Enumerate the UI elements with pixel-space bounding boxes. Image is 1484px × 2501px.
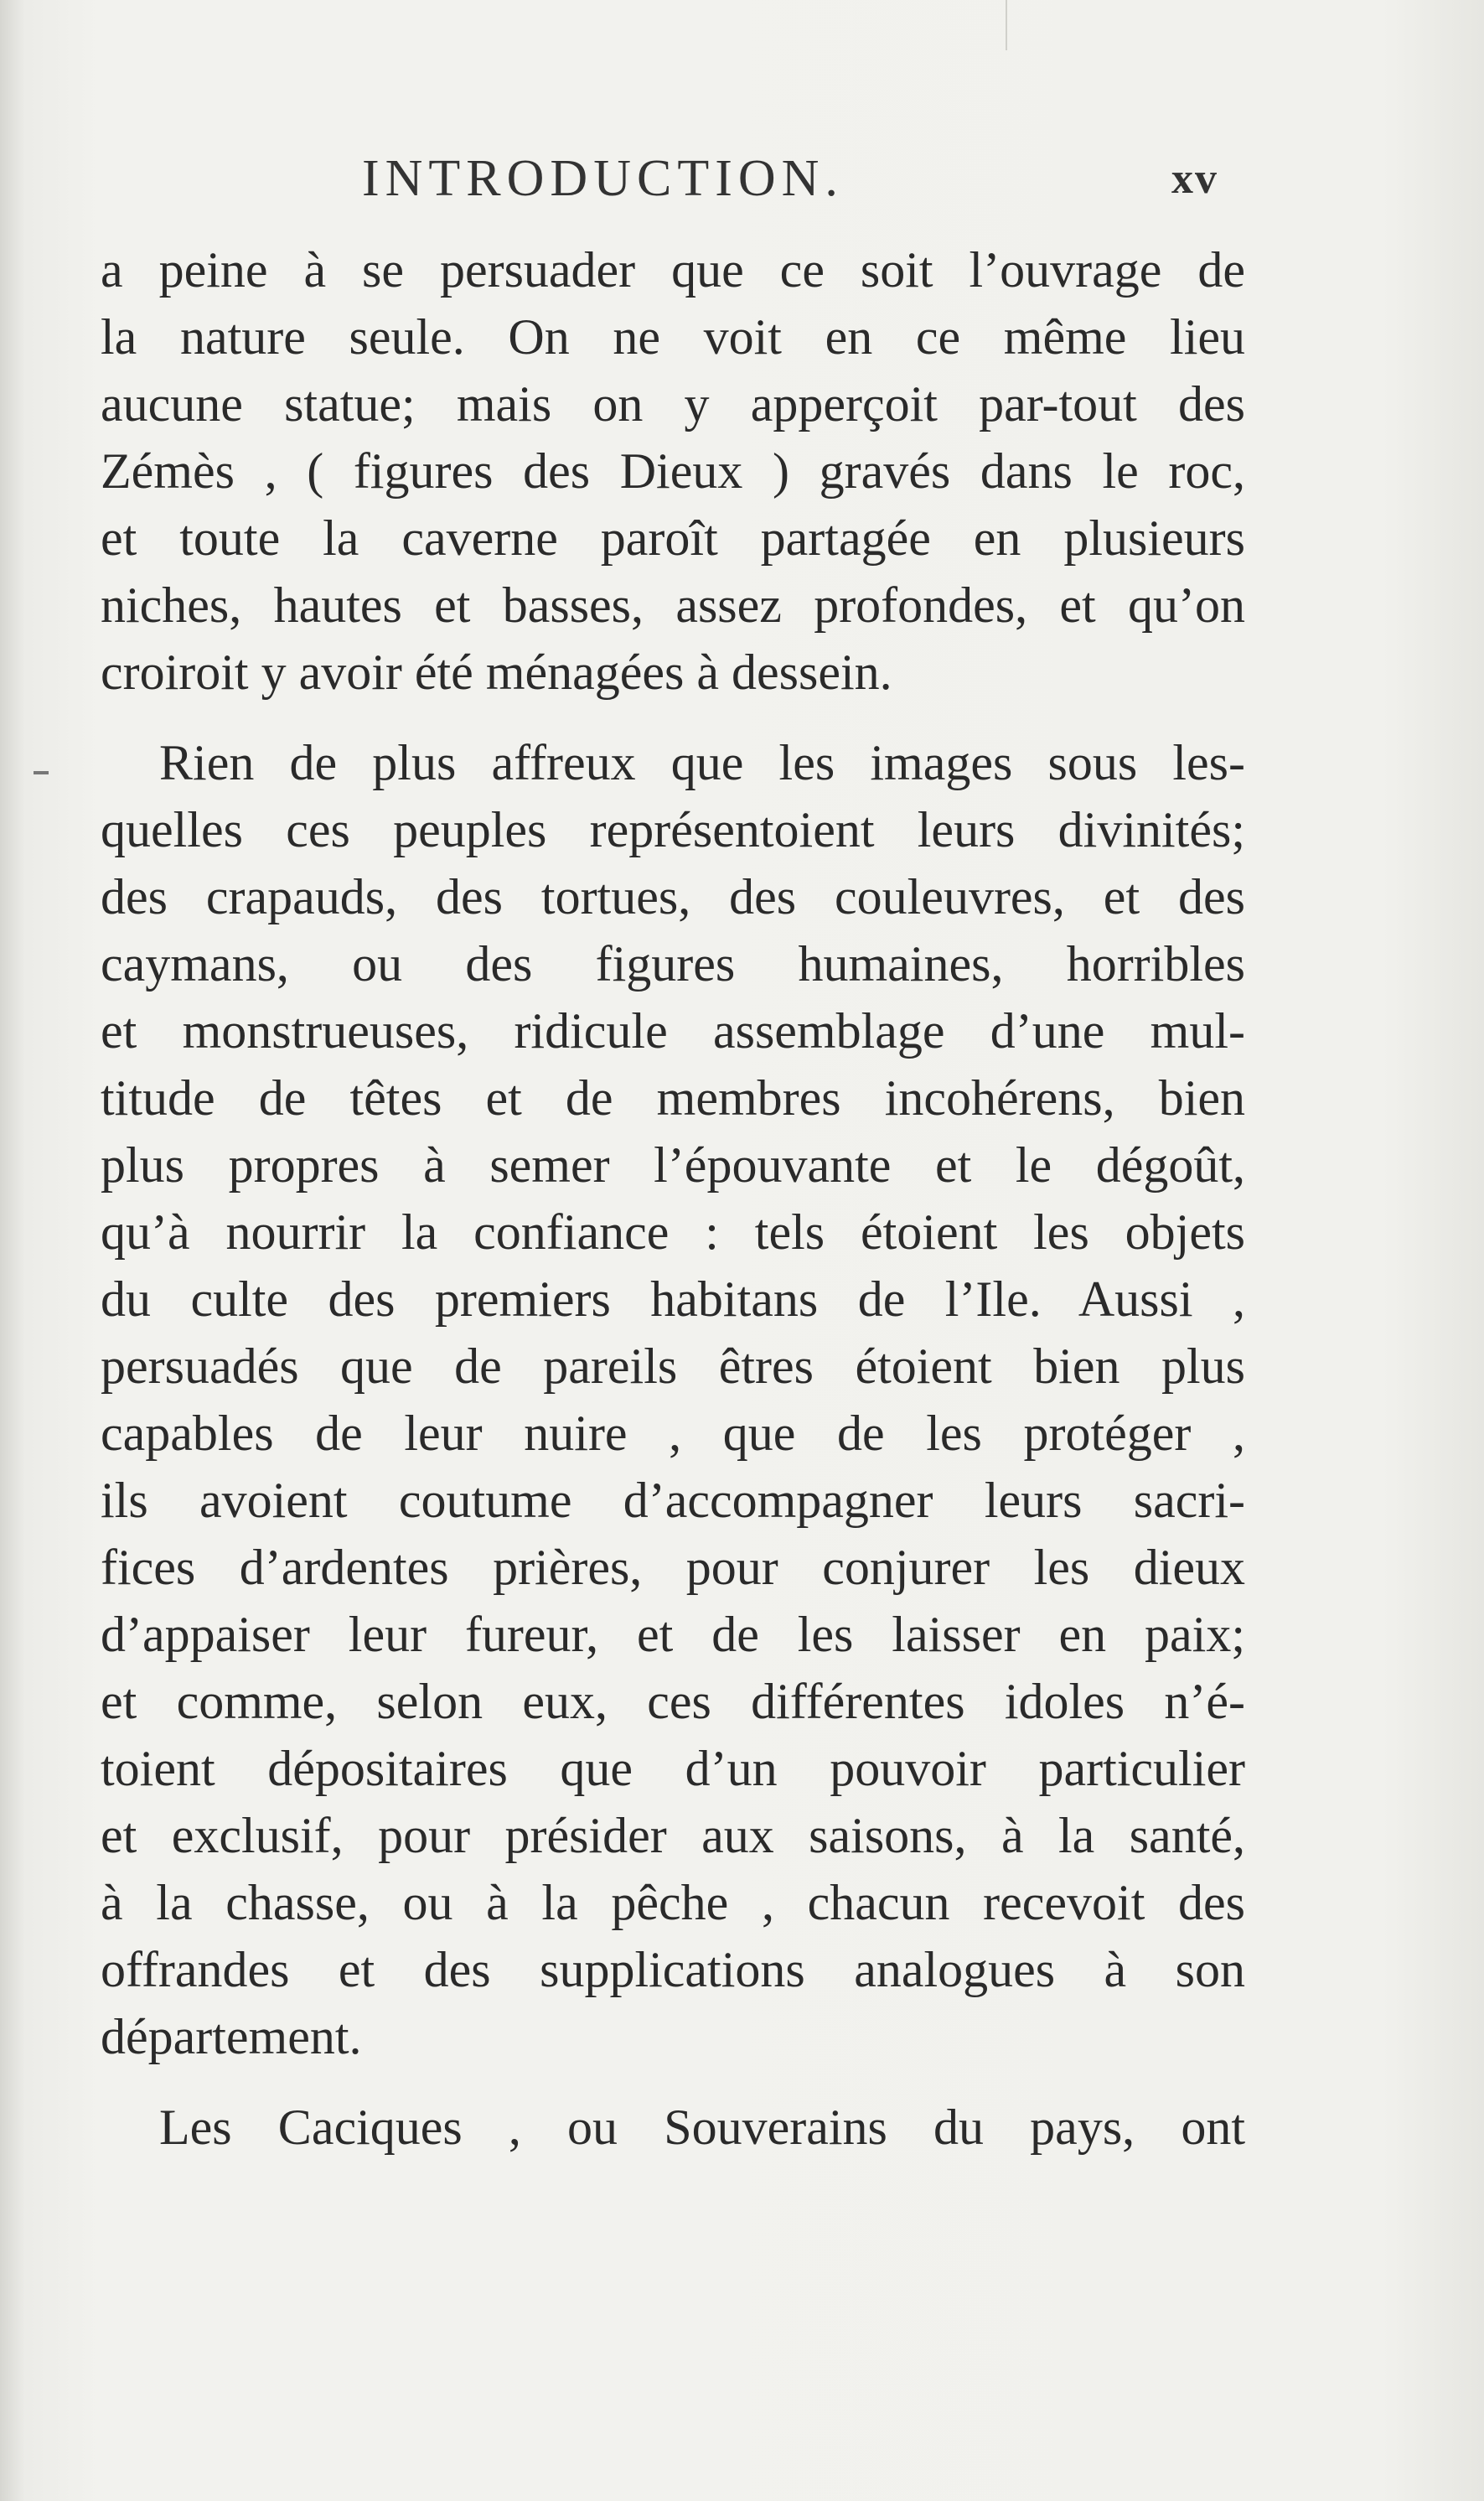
text-line: plus propres à semer l’épouvante et le dégoût, — [101, 1137, 1245, 1193]
text-line: et comme, selon eux, ces différentes idoles n’é- — [101, 1674, 1245, 1729]
body-text — [101, 236, 1245, 2161]
text-line: et monstrueuses, ridicule assemblage d’une mul- — [101, 1003, 1245, 1059]
text-line: et toute la caverne paroît partagée en plusieurs — [101, 510, 1245, 566]
text-line: Les Caciques , ou Souverains du pays, ont — [159, 2100, 1245, 2155]
text-line: offrandes et des supplications analogues à son — [101, 1942, 1245, 1997]
text-line: Zémès , ( figures des Dieux ) gravés dans le roc, — [101, 443, 1245, 499]
text-line: à la chasse, ou à la pêche , chacun recevoit des — [101, 1875, 1245, 1930]
text-line: toient dépositaires que d’un pouvoir particulier — [101, 1741, 1245, 1796]
running-title: INTRODUCTION. — [362, 150, 844, 207]
text-line: département. — [101, 2009, 362, 2064]
margin-mark — [34, 771, 49, 774]
text-line: des crapauds, des tortues, des couleuvres, et des — [101, 869, 1245, 924]
page-header — [0, 149, 1484, 216]
text-line: et exclusif, pour présider aux saisons, à la santé, — [101, 1808, 1245, 1863]
text-line: d’appaiser leur fureur, et de les laisser en paix; — [101, 1607, 1245, 1662]
text-line: persuadés que de pareils êtres étoient bien plus — [101, 1339, 1245, 1394]
text-line: aucune statue; mais on y apperçoit par-tout des — [101, 376, 1245, 432]
text-line: capables de leur nuire , que de les protéger , — [101, 1406, 1245, 1461]
text-line: Rien de plus affreux que les images sous les- — [159, 735, 1245, 790]
text-line: croiroit y avoir été ménagées à dessein. — [101, 645, 892, 700]
text-line: niches, hautes et basses, assez profondes, et qu’on — [101, 577, 1245, 633]
page-number: xv — [1171, 155, 1218, 203]
text-line: du culte des premiers habitans de l’Ile. Aussi , — [101, 1271, 1245, 1327]
text-line: la nature seule. On ne voit en ce même lieu — [101, 309, 1245, 365]
text-line: caymans, ou des figures humaines, horribles — [101, 936, 1245, 992]
text-line: titude de têtes et de membres incohérens, bien — [101, 1070, 1245, 1126]
paragraph-gap — [101, 706, 1245, 729]
text-line: qu’à nourrir la confiance : tels étoient les objets — [101, 1204, 1245, 1260]
text-line: ils avoient coutume d’accompagner leurs sacri- — [101, 1473, 1245, 1528]
paragraph-gap — [101, 2070, 1245, 2094]
text-line: fices d’ardentes prières, pour conjurer les dieux — [101, 1540, 1245, 1595]
text-line: quelles ces peuples représentoient leurs divinités; — [101, 802, 1245, 857]
page-crease — [1006, 0, 1007, 50]
text-line: a peine à se persuader que ce soit l’ouvrage de — [101, 242, 1245, 298]
